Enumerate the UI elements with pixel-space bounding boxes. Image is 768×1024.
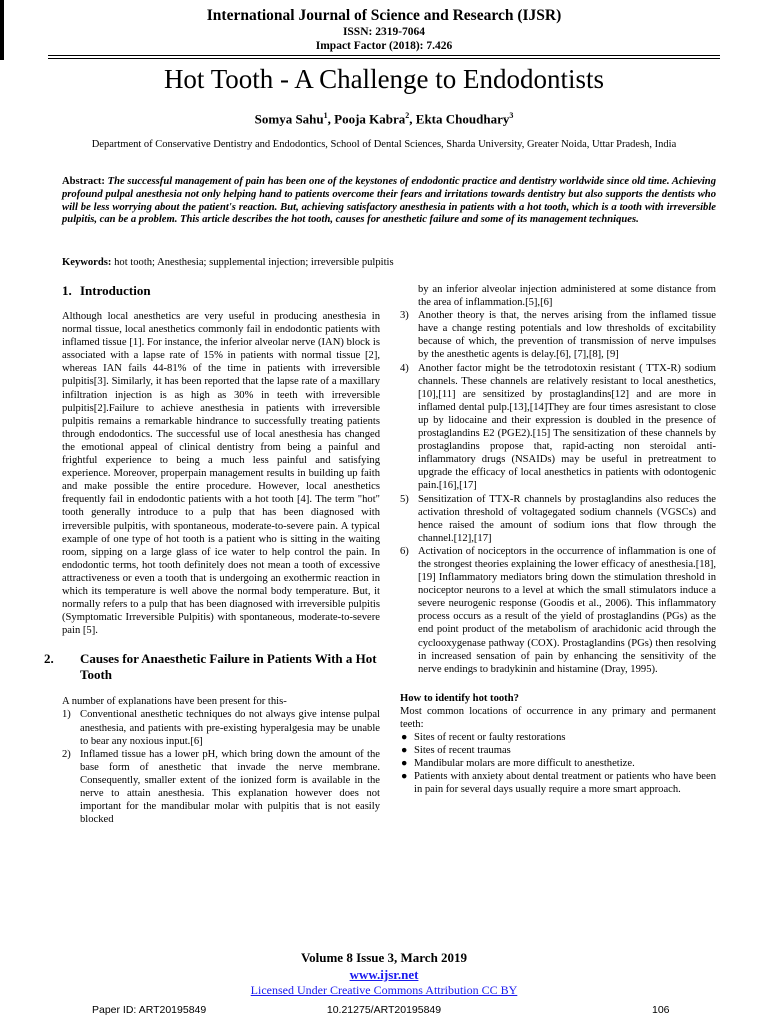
causes-lead: A number of explanations have been present for this- xyxy=(62,696,287,708)
author-name: Pooja Kabra xyxy=(334,111,406,127)
journal-issn: ISSN: 2319-7064 xyxy=(342,26,426,38)
section-title: Causes for Anaesthetic Failure in Patients With a Hot Tooth xyxy=(80,651,377,683)
footer-doi: 10.21275/ART20195849 xyxy=(326,1004,442,1016)
list-item xyxy=(62,748,380,827)
bullet-icon: ● xyxy=(401,745,408,757)
abstract-text: The successful management of pain has been one of the keystones of endodontic practice and dentistry worldwide since old time. Achieving profound pulpal anesthesia not only helping hand to patients overcome their fears and irritations towards dentistry but also supports the dentists who will be less worrying about the patient's reaction. But, achieving satisfactory anesthesia in patients with a hot tooth, which is a tooth with irreversible pulpitis, can be a problem. This article describes the hot tooth, causes for anesthetic failure and some of its management techniques. xyxy=(62,176,716,226)
list-item-number: 5) xyxy=(400,493,409,505)
list-item-text: Sites of recent traumas xyxy=(414,745,511,757)
identify-bullet-list xyxy=(400,731,716,796)
author-separator: , xyxy=(409,111,416,127)
list-item-text: Another theory is that, the nerves arising from the inflamed tissue have a change resting potentials and low thresholds of excitability because of which, the prevention of transmission of nerve impulses by the anesthetic agents is delay.[6], [7],[8], [9] xyxy=(418,310,716,361)
causes-list-left xyxy=(62,708,380,826)
causes-list-right xyxy=(400,283,716,676)
keywords-text: hot tooth; Anesthesia; supplemental injection; irreversible pulpitis xyxy=(114,257,394,268)
footer-volume: Volume 8 Issue 3, March 2019 xyxy=(300,950,468,965)
bullet-icon: ● xyxy=(401,758,408,770)
list-item-text: Patients with anxiety about dental treatment or patients who have been in pain for several days usually require a more smart approach. xyxy=(414,771,716,796)
subsection-heading-identify: How to identify hot tooth? xyxy=(400,692,519,704)
author-affiliation-mark: 1 xyxy=(323,111,328,120)
footer-paper-id: Paper ID: ART20195849 xyxy=(92,1004,207,1016)
list-item-number: 6) xyxy=(400,545,409,557)
list-item xyxy=(400,362,716,493)
footer-page-number: 106 xyxy=(652,1004,670,1016)
list-item xyxy=(400,731,716,744)
list-item xyxy=(62,708,380,747)
abstract-label: Abstract: xyxy=(62,176,105,187)
journal-header xyxy=(0,6,768,53)
list-item-text: Another factor might be the tetrodotoxin resistant ( TTX-R) sodium channels. These channels are relatively resistant to local anesthetics,[10],[11] are sensitized by prostaglandins[12] and are more in inflamed dental pulp.[13],[14]They are four times asresistant to close up by lidocaine and their expression is doubled in the presence of prostaglandins E2 (PGE2).[15] The sensitization of these channels by prostaglandins propose that, rapid-acting non steroidal anti-inflammatory drugs (NSAIDs) may be useful in pretreatment to upgrade the efficacy of local anesthetics in patients with odontogenic pain.[16],[17] xyxy=(418,362,716,492)
abstract xyxy=(62,176,716,227)
bullet-icon: ● xyxy=(401,732,408,743)
list-item xyxy=(400,493,716,545)
list-item xyxy=(400,309,716,361)
list-item xyxy=(400,757,716,770)
journal-name: International Journal of Science and Research (IJSR) xyxy=(206,7,562,24)
section-heading-causes xyxy=(44,651,380,683)
list-item-text: Sensitization of TTX-R channels by prostaglandins also reduces the activation threshold of voltagegated sodium channels (VGSCs) and hence raised the amount of sodium ions that flow through the channel.[12],[17] xyxy=(418,493,716,544)
section-title: Introduction xyxy=(80,283,151,298)
list-item-number: 2) xyxy=(62,748,71,760)
author-name: Ekta Choudhary xyxy=(415,111,510,127)
left-column xyxy=(44,283,380,826)
footer-journal-link[interactable]: www.ijsr.net xyxy=(349,967,419,982)
list-item-number: 3) xyxy=(400,310,409,322)
author-affiliation: Department of Conservative Dentistry and Endodontics, School of Dental Sciences, Sharda University, Greater Noida, Uttar Pradesh, India xyxy=(91,139,677,150)
list-item-number: 1) xyxy=(62,709,71,721)
author-list xyxy=(0,108,768,127)
list-item-text: Mandibular molars are more difficult to anesthetize. xyxy=(414,758,635,770)
journal-impact-factor: Impact Factor (2018): 7.426 xyxy=(315,40,453,52)
list-item xyxy=(400,744,716,757)
right-column xyxy=(400,283,716,796)
author-separator: , xyxy=(327,111,335,127)
footer-license-link[interactable]: Licensed Under Creative Commons Attribution CC BY xyxy=(250,983,518,997)
list-item-text: by an inferior alveolar injection administered at some distance from the area of inflammation.[5],[6] xyxy=(418,284,716,309)
keywords-label: Keywords: xyxy=(62,257,112,268)
section-heading-introduction xyxy=(62,283,380,299)
header-divider xyxy=(48,55,720,59)
author-name: Somya Sahu xyxy=(254,111,324,127)
list-item-text: Activation of nociceptors in the occurrence of inflammation is one of the strongest theories explaining the lower efficacy of anesthesia.[18], [19] Inflammatory mediators bring down the stimulation threshold in nociceptor neurons to a level at which the small stimulators induce a severe neurogenic response (Goodis et al., 2006). This inflammatory process occurs as a result of the yield of prostaglandins (PGs) as the end point product of the metabolism of arachidonic acid through the cyclooxygenase pathway (COX). Prostaglandins (PGs) then resolving in increased sensation of pain by enhancing the sensitivity of the nerve endings to bradykinin and histamine (Dray, 1995). xyxy=(418,545,716,675)
introduction-paragraph: Although local anesthetics are very useful in producing anesthesia in normal tissue, local anesthetics commonly fail in endodontic patients with inflamed tissue [1]. For instance, the inferior alveolar nerve (IAN) block is associated with a lapse rate of 15% in patients with normal tissue [2], whereas IAN fails 44-81% of the time in patients with irreversible pulpitis[3]. Similarly, it has been reported that the lapse rate of a maxillary infiltration injection is as high as 30% in teeth with irreversible pulpitis[2].Failure to achieve anesthesia in patients with irreversible pulpitis remains a remarkable hindrance to successfully treating patients through endodontics. The successful use of local anesthesia has changed the emotional appeal of clinical dentistry from being a painful and frightful experience to being a much less painful and satisfying experience. Moreover, properpain management results in building up faith and make possible the entire procedure. However, local anesthetics frequently fail in endodontic patients with a hot tooth [4]. The term "hot" tooth generally introduce to a pulp that has been diagnosed with irreversible pulpitis, with spontaneous, moderate-to-severe pain. A typical example of one type of hot tooth is a patient who is sitting in the waiting room, sipping on a large glass of ice water to help control the pain. In endodontic terms, hot tooth definitely does not mean a tooth of excessive attractiveness or even a tooth that is undergoing an exothermic reaction in which its temperature is well above the normal body temperature. But, it normally refers to a pulp that has been diagnosed with irreversible pulpitis (Symptomatic Irreversible Pulpitis) with spontaneous, moderate-to-severe pain [5]. xyxy=(62,311,380,637)
list-item-text: Conventional anesthetic techniques do not always give intense pulpal anesthesia, and patients with pre-existing hyperalgesia may be unable to bear any noxious input.[6] xyxy=(80,709,380,747)
list-item-continuation xyxy=(400,283,716,309)
list-item-number: 4) xyxy=(400,362,409,374)
bullet-icon: ● xyxy=(401,771,408,783)
section-number: 2. xyxy=(44,651,54,667)
list-item xyxy=(400,770,716,796)
keywords xyxy=(62,256,716,269)
section-number: 1. xyxy=(62,283,72,298)
list-item-text: Sites of recent or faulty restorations xyxy=(414,732,566,743)
article-title: Hot Tooth - A Challenge to Endodontists xyxy=(163,64,605,94)
author-affiliation-mark: 2 xyxy=(405,111,410,120)
author-affiliation-mark: 3 xyxy=(509,111,514,120)
list-item xyxy=(400,545,716,676)
list-item-text: Inflamed tissue has a lower pH, which bring down the amount of the base form of anesthetic that invade the nerve membrane. Consequently, smaller extent of the ionized form is available in the nerve to attain anesthesia. This explanation however does not important for the mandibular molar with pulpitis that is not easily blocked xyxy=(80,748,380,826)
identify-lead: Most common locations of occurrence in any primary and permanent teeth: xyxy=(400,705,716,730)
